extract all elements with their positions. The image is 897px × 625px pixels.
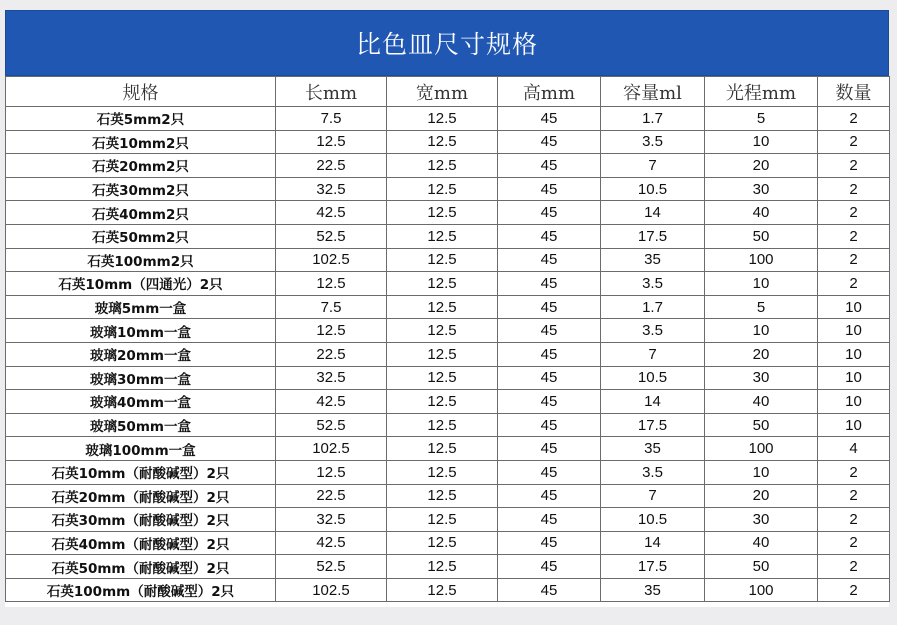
- cell-length: 52.5: [276, 555, 387, 579]
- table-row: [6, 248, 890, 272]
- cell-capacity: 17.5: [601, 555, 705, 579]
- cell-width: 12.5: [387, 413, 498, 437]
- cell-quantity: 2: [818, 201, 890, 225]
- cell-spec: 石英40mm（耐酸碱型）2只: [6, 531, 276, 555]
- cell-length: 102.5: [276, 437, 387, 461]
- header-quantity: 数量: [818, 77, 890, 107]
- cell-capacity: 3.5: [601, 130, 705, 154]
- cell-length: 52.5: [276, 224, 387, 248]
- cell-height: 45: [498, 295, 601, 319]
- cell-capacity: 7: [601, 154, 705, 178]
- cell-spec: 玻璃20mm一盒: [6, 342, 276, 366]
- cell-width: 12.5: [387, 578, 498, 602]
- cell-spec: 石英10mm2只: [6, 130, 276, 154]
- cell-length: 42.5: [276, 201, 387, 225]
- cell-height: 45: [498, 578, 601, 602]
- cell-quantity: 2: [818, 130, 890, 154]
- table-row: [6, 508, 890, 532]
- cell-path-length: 10: [705, 319, 818, 343]
- cell-width: 12.5: [387, 508, 498, 532]
- cell-path-length: 50: [705, 555, 818, 579]
- cell-width: 12.5: [387, 248, 498, 272]
- cell-quantity: 2: [818, 224, 890, 248]
- cell-quantity: 2: [818, 460, 890, 484]
- cell-length: 102.5: [276, 578, 387, 602]
- cell-quantity: 2: [818, 272, 890, 296]
- header-height: 高mm: [498, 77, 601, 107]
- cell-width: 12.5: [387, 201, 498, 225]
- cell-capacity: 35: [601, 437, 705, 461]
- cell-spec: 石英20mm2只: [6, 154, 276, 178]
- cell-height: 45: [498, 319, 601, 343]
- cell-height: 45: [498, 177, 601, 201]
- table-row: [6, 460, 890, 484]
- cell-capacity: 1.7: [601, 107, 705, 131]
- table-row: [6, 201, 890, 225]
- spec-sheet: [5, 10, 889, 607]
- cell-length: 102.5: [276, 248, 387, 272]
- table-row: [6, 130, 890, 154]
- table-row: [6, 295, 890, 319]
- table-row: [6, 437, 890, 461]
- cell-spec: 玻璃10mm一盒: [6, 319, 276, 343]
- cell-length: 52.5: [276, 413, 387, 437]
- cell-capacity: 3.5: [601, 460, 705, 484]
- cell-path-length: 100: [705, 437, 818, 461]
- cell-capacity: 35: [601, 578, 705, 602]
- cell-spec: 石英30mm2只: [6, 177, 276, 201]
- cell-height: 45: [498, 390, 601, 414]
- cell-spec: 石英10mm（耐酸碱型）2只: [6, 460, 276, 484]
- cell-length: 12.5: [276, 272, 387, 296]
- cell-capacity: 35: [601, 248, 705, 272]
- cell-spec: 石英100mm2只: [6, 248, 276, 272]
- cell-length: 7.5: [276, 107, 387, 131]
- cell-quantity: 2: [818, 248, 890, 272]
- cell-quantity: 2: [818, 508, 890, 532]
- table-row: [6, 531, 890, 555]
- cell-height: 45: [498, 437, 601, 461]
- table-row: [6, 177, 890, 201]
- cell-path-length: 100: [705, 578, 818, 602]
- header-row: [6, 77, 890, 107]
- cell-capacity: 10.5: [601, 177, 705, 201]
- cell-quantity: 10: [818, 366, 890, 390]
- cell-width: 12.5: [387, 437, 498, 461]
- cell-path-length: 10: [705, 460, 818, 484]
- cell-path-length: 50: [705, 224, 818, 248]
- cell-path-length: 50: [705, 413, 818, 437]
- cell-length: 22.5: [276, 342, 387, 366]
- cell-width: 12.5: [387, 531, 498, 555]
- cell-quantity: 2: [818, 107, 890, 131]
- cell-height: 45: [498, 201, 601, 225]
- cell-height: 45: [498, 366, 601, 390]
- cell-quantity: 2: [818, 154, 890, 178]
- cell-spec: 玻璃5mm一盒: [6, 295, 276, 319]
- cell-quantity: 10: [818, 390, 890, 414]
- table-row: [6, 484, 890, 508]
- table-row: [6, 413, 890, 437]
- cell-height: 45: [498, 248, 601, 272]
- cell-height: 45: [498, 531, 601, 555]
- cell-length: 12.5: [276, 319, 387, 343]
- header-spec: 规格: [6, 77, 276, 107]
- cell-width: 12.5: [387, 460, 498, 484]
- cell-quantity: 10: [818, 342, 890, 366]
- cell-width: 12.5: [387, 177, 498, 201]
- cell-capacity: 10.5: [601, 508, 705, 532]
- cell-height: 45: [498, 342, 601, 366]
- cell-path-length: 20: [705, 154, 818, 178]
- cell-spec: 石英50mm2只: [6, 224, 276, 248]
- table-body: [6, 107, 890, 602]
- cell-path-length: 40: [705, 531, 818, 555]
- cell-quantity: 2: [818, 555, 890, 579]
- cell-path-length: 30: [705, 508, 818, 532]
- cell-path-length: 40: [705, 201, 818, 225]
- header-capacity: 容量ml: [601, 77, 705, 107]
- cell-length: 12.5: [276, 130, 387, 154]
- cell-path-length: 30: [705, 366, 818, 390]
- cell-capacity: 17.5: [601, 413, 705, 437]
- cell-quantity: 10: [818, 413, 890, 437]
- cell-spec: 石英40mm2只: [6, 201, 276, 225]
- cell-path-length: 100: [705, 248, 818, 272]
- table-title: 比色皿尺寸规格: [5, 10, 889, 76]
- cell-length: 42.5: [276, 531, 387, 555]
- cell-height: 45: [498, 460, 601, 484]
- cell-path-length: 5: [705, 295, 818, 319]
- cell-spec: 石英100mm（耐酸碱型）2只: [6, 578, 276, 602]
- cell-capacity: 10.5: [601, 366, 705, 390]
- cell-height: 45: [498, 484, 601, 508]
- cell-width: 12.5: [387, 342, 498, 366]
- cell-spec: 玻璃50mm一盒: [6, 413, 276, 437]
- table-row: [6, 272, 890, 296]
- cell-capacity: 1.7: [601, 295, 705, 319]
- cell-capacity: 14: [601, 201, 705, 225]
- cell-width: 12.5: [387, 224, 498, 248]
- cell-capacity: 17.5: [601, 224, 705, 248]
- cell-quantity: 10: [818, 319, 890, 343]
- cell-spec: 玻璃30mm一盒: [6, 366, 276, 390]
- cell-width: 12.5: [387, 555, 498, 579]
- cell-width: 12.5: [387, 319, 498, 343]
- cell-quantity: 2: [818, 531, 890, 555]
- cell-path-length: 10: [705, 130, 818, 154]
- cell-spec: 石英10mm（四通光）2只: [6, 272, 276, 296]
- cell-height: 45: [498, 508, 601, 532]
- cell-path-length: 40: [705, 390, 818, 414]
- table-row: [6, 342, 890, 366]
- cell-path-length: 20: [705, 342, 818, 366]
- cell-height: 45: [498, 413, 601, 437]
- cell-height: 45: [498, 272, 601, 296]
- table-row: [6, 366, 890, 390]
- cell-width: 12.5: [387, 366, 498, 390]
- cell-spec: 石英50mm（耐酸碱型）2只: [6, 555, 276, 579]
- cell-capacity: 3.5: [601, 319, 705, 343]
- cell-quantity: 2: [818, 177, 890, 201]
- cell-height: 45: [498, 224, 601, 248]
- table-row: [6, 107, 890, 131]
- table-row: [6, 224, 890, 248]
- table-row: [6, 390, 890, 414]
- cell-capacity: 7: [601, 484, 705, 508]
- cell-quantity: 10: [818, 295, 890, 319]
- cell-height: 45: [498, 107, 601, 131]
- header-path-length: 光程mm: [705, 77, 818, 107]
- cell-spec: 石英5mm2只: [6, 107, 276, 131]
- cell-width: 12.5: [387, 107, 498, 131]
- cell-length: 7.5: [276, 295, 387, 319]
- cell-spec: 石英30mm（耐酸碱型）2只: [6, 508, 276, 532]
- table-row: [6, 555, 890, 579]
- cell-length: 22.5: [276, 484, 387, 508]
- cell-height: 45: [498, 130, 601, 154]
- cell-quantity: 4: [818, 437, 890, 461]
- cell-length: 42.5: [276, 390, 387, 414]
- cell-length: 22.5: [276, 154, 387, 178]
- cell-width: 12.5: [387, 390, 498, 414]
- cell-capacity: 14: [601, 390, 705, 414]
- cell-height: 45: [498, 154, 601, 178]
- cell-width: 12.5: [387, 130, 498, 154]
- table-row: [6, 319, 890, 343]
- cell-width: 12.5: [387, 154, 498, 178]
- cell-spec: 玻璃100mm一盒: [6, 437, 276, 461]
- cell-length: 32.5: [276, 508, 387, 532]
- header-length: 长mm: [276, 77, 387, 107]
- cell-spec: 石英20mm（耐酸碱型）2只: [6, 484, 276, 508]
- cell-quantity: 2: [818, 578, 890, 602]
- table-row: [6, 578, 890, 602]
- cell-capacity: 7: [601, 342, 705, 366]
- cell-height: 45: [498, 555, 601, 579]
- spec-table: [5, 76, 890, 602]
- cell-width: 12.5: [387, 295, 498, 319]
- table-row: [6, 154, 890, 178]
- cell-path-length: 10: [705, 272, 818, 296]
- cell-capacity: 14: [601, 531, 705, 555]
- cell-path-length: 20: [705, 484, 818, 508]
- cell-length: 32.5: [276, 177, 387, 201]
- cell-quantity: 2: [818, 484, 890, 508]
- cell-width: 12.5: [387, 272, 498, 296]
- cell-path-length: 30: [705, 177, 818, 201]
- cell-width: 12.5: [387, 484, 498, 508]
- cell-spec: 玻璃40mm一盒: [6, 390, 276, 414]
- cell-length: 32.5: [276, 366, 387, 390]
- cell-path-length: 5: [705, 107, 818, 131]
- cell-capacity: 3.5: [601, 272, 705, 296]
- header-width: 宽mm: [387, 77, 498, 107]
- cell-length: 12.5: [276, 460, 387, 484]
